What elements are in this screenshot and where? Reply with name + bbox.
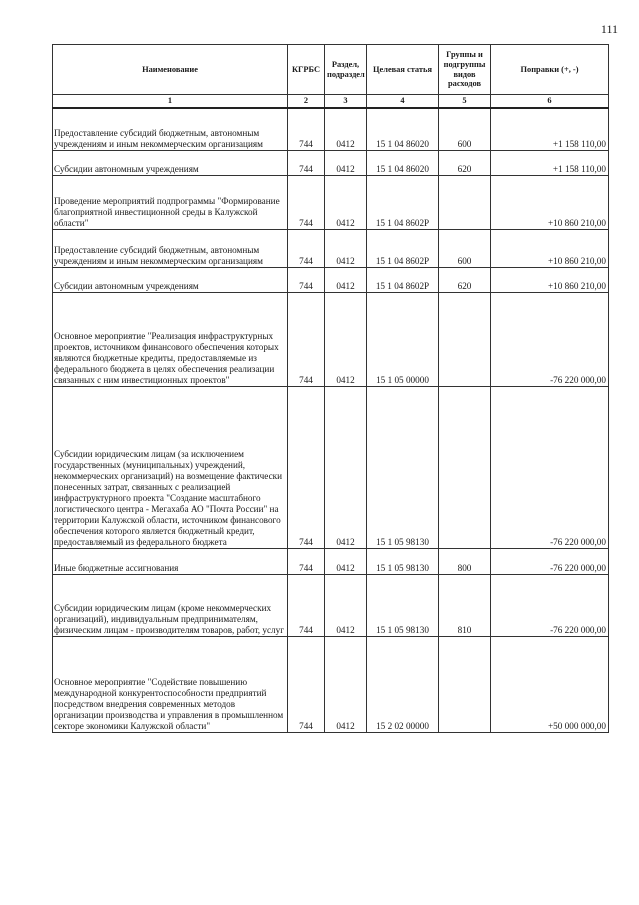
- row-amount: +1 158 110,00: [491, 123, 609, 151]
- row-amount: +50 000 000,00: [491, 637, 609, 733]
- header-target: Целевая статья: [367, 45, 439, 95]
- row-group: 800: [439, 549, 491, 575]
- table-row: [53, 176, 609, 230]
- row-kgrbs: 744: [288, 387, 325, 549]
- row-kgrbs: 744: [288, 123, 325, 151]
- row-group: 600: [439, 123, 491, 151]
- row-amount: -76 220 000,00: [491, 575, 609, 637]
- row-amount: +10 860 210,00: [491, 230, 609, 268]
- row-section: 0412: [325, 575, 367, 637]
- row-section: 0412: [325, 230, 367, 268]
- row-target: 15 1 04 8602P: [367, 176, 439, 230]
- row-target: 15 2 02 00000: [367, 637, 439, 733]
- row-target: 15 1 05 00000: [367, 293, 439, 387]
- budget-amendments-table: [52, 44, 609, 733]
- row-section: 0412: [325, 387, 367, 549]
- table-row: [53, 230, 609, 268]
- row-name: Предоставление субсидий бюджетным, автономным учреждениям и иным некоммерческим организациям: [53, 230, 288, 268]
- row-name: Предоставление субсидий бюджетным, автономным учреждениям и иным некоммерческим организациям: [53, 123, 288, 151]
- row-section: 0412: [325, 176, 367, 230]
- header-amendments: Поправки (+, -): [491, 45, 609, 95]
- row-target: 15 1 04 86020: [367, 151, 439, 176]
- row-kgrbs: 744: [288, 151, 325, 176]
- table-row: [53, 549, 609, 575]
- row-name: Иные бюджетные ассигнования: [53, 549, 288, 575]
- row-kgrbs: 744: [288, 549, 325, 575]
- row-amount: +10 860 210,00: [491, 176, 609, 230]
- row-kgrbs: 744: [288, 575, 325, 637]
- row-name: Основное мероприятие "Реализация инфраструктурных проектов, источником финансового обеспечения которых являются бюджетные кредиты, предоставляемые из федерального бюджета в целях обеспечения реализации связанных с ним инвестиционных проектов": [53, 293, 288, 387]
- column-number-row: [53, 95, 609, 108]
- table-row: [53, 387, 609, 549]
- row-name: Проведение мероприятий подпрограммы "Формирование благоприятной инвестиционной среды в Калужской области": [53, 176, 288, 230]
- table-row: [53, 151, 609, 176]
- row-group: 810: [439, 575, 491, 637]
- table-row: [53, 637, 609, 733]
- table-row: [53, 268, 609, 293]
- row-target: 15 1 05 98130: [367, 575, 439, 637]
- row-target: 15 1 04 86020: [367, 123, 439, 151]
- row-section: 0412: [325, 268, 367, 293]
- page-number: 111: [600, 22, 618, 36]
- row-section: 0412: [325, 123, 367, 151]
- column-number: 2: [288, 95, 325, 108]
- row-target: 15 1 04 8602P: [367, 268, 439, 293]
- row-section: 0412: [325, 151, 367, 176]
- row-target: 15 1 04 8602P: [367, 230, 439, 268]
- row-kgrbs: 744: [288, 230, 325, 268]
- row-amount: +1 158 110,00: [491, 151, 609, 176]
- header-groups: Группы и подгруппы видов расходов: [439, 45, 491, 95]
- header-row: [53, 45, 609, 95]
- row-amount: -76 220 000,00: [491, 387, 609, 549]
- column-number: 4: [367, 95, 439, 108]
- row-section: 0412: [325, 549, 367, 575]
- spacer-row: [53, 108, 609, 123]
- row-name: Субсидии юридическим лицам (кроме некоммерческих организаций), индивидуальным предпринимателям, физическим лицам - производителям товаров, работ, услуг: [53, 575, 288, 637]
- header-name: Наименование: [53, 45, 288, 95]
- row-kgrbs: 744: [288, 268, 325, 293]
- header-kgrbs: КГРБС: [288, 45, 325, 95]
- row-group: 620: [439, 268, 491, 293]
- row-amount: +10 860 210,00: [491, 268, 609, 293]
- row-group: [439, 637, 491, 733]
- row-kgrbs: 744: [288, 637, 325, 733]
- row-kgrbs: 744: [288, 176, 325, 230]
- column-number: 1: [53, 95, 288, 108]
- table-row: [53, 293, 609, 387]
- row-kgrbs: 744: [288, 293, 325, 387]
- column-number: 5: [439, 95, 491, 108]
- column-number: 3: [325, 95, 367, 108]
- row-section: 0412: [325, 637, 367, 733]
- row-group: 620: [439, 151, 491, 176]
- header-section: Раздел, подраздел: [325, 45, 367, 95]
- row-name: Субсидии юридическим лицам (за исключением государственных (муниципальных) учреждений, некоммерческих организаций) на возмещение фактически понесенных затрат, связанных с реализацией инфраструктурного проекта "Создание масштабного логистического центра - Мегахаба АО "Почта России" на территории Калужской области, источником финансового обеспечения которого является бюджетный кредит, предоставляемый из федерального бюджета: [53, 387, 288, 549]
- row-name: Субсидии автономным учреждениям: [53, 151, 288, 176]
- row-group: [439, 176, 491, 230]
- row-group: 600: [439, 230, 491, 268]
- row-group: [439, 293, 491, 387]
- column-number: 6: [491, 95, 609, 108]
- table-row: [53, 123, 609, 151]
- row-section: 0412: [325, 293, 367, 387]
- row-group: [439, 387, 491, 549]
- row-target: 15 1 05 98130: [367, 387, 439, 549]
- row-target: 15 1 05 98130: [367, 549, 439, 575]
- table-row: [53, 575, 609, 637]
- row-name: Основное мероприятие "Содействие повышению международной конкурентоспособности предприятий посредством внедрения современных методов организации производства и управления в промышленном секторе экономики Калужской области": [53, 637, 288, 733]
- row-amount: -76 220 000,00: [491, 293, 609, 387]
- row-amount: -76 220 000,00: [491, 549, 609, 575]
- row-name: Субсидии автономным учреждениям: [53, 268, 288, 293]
